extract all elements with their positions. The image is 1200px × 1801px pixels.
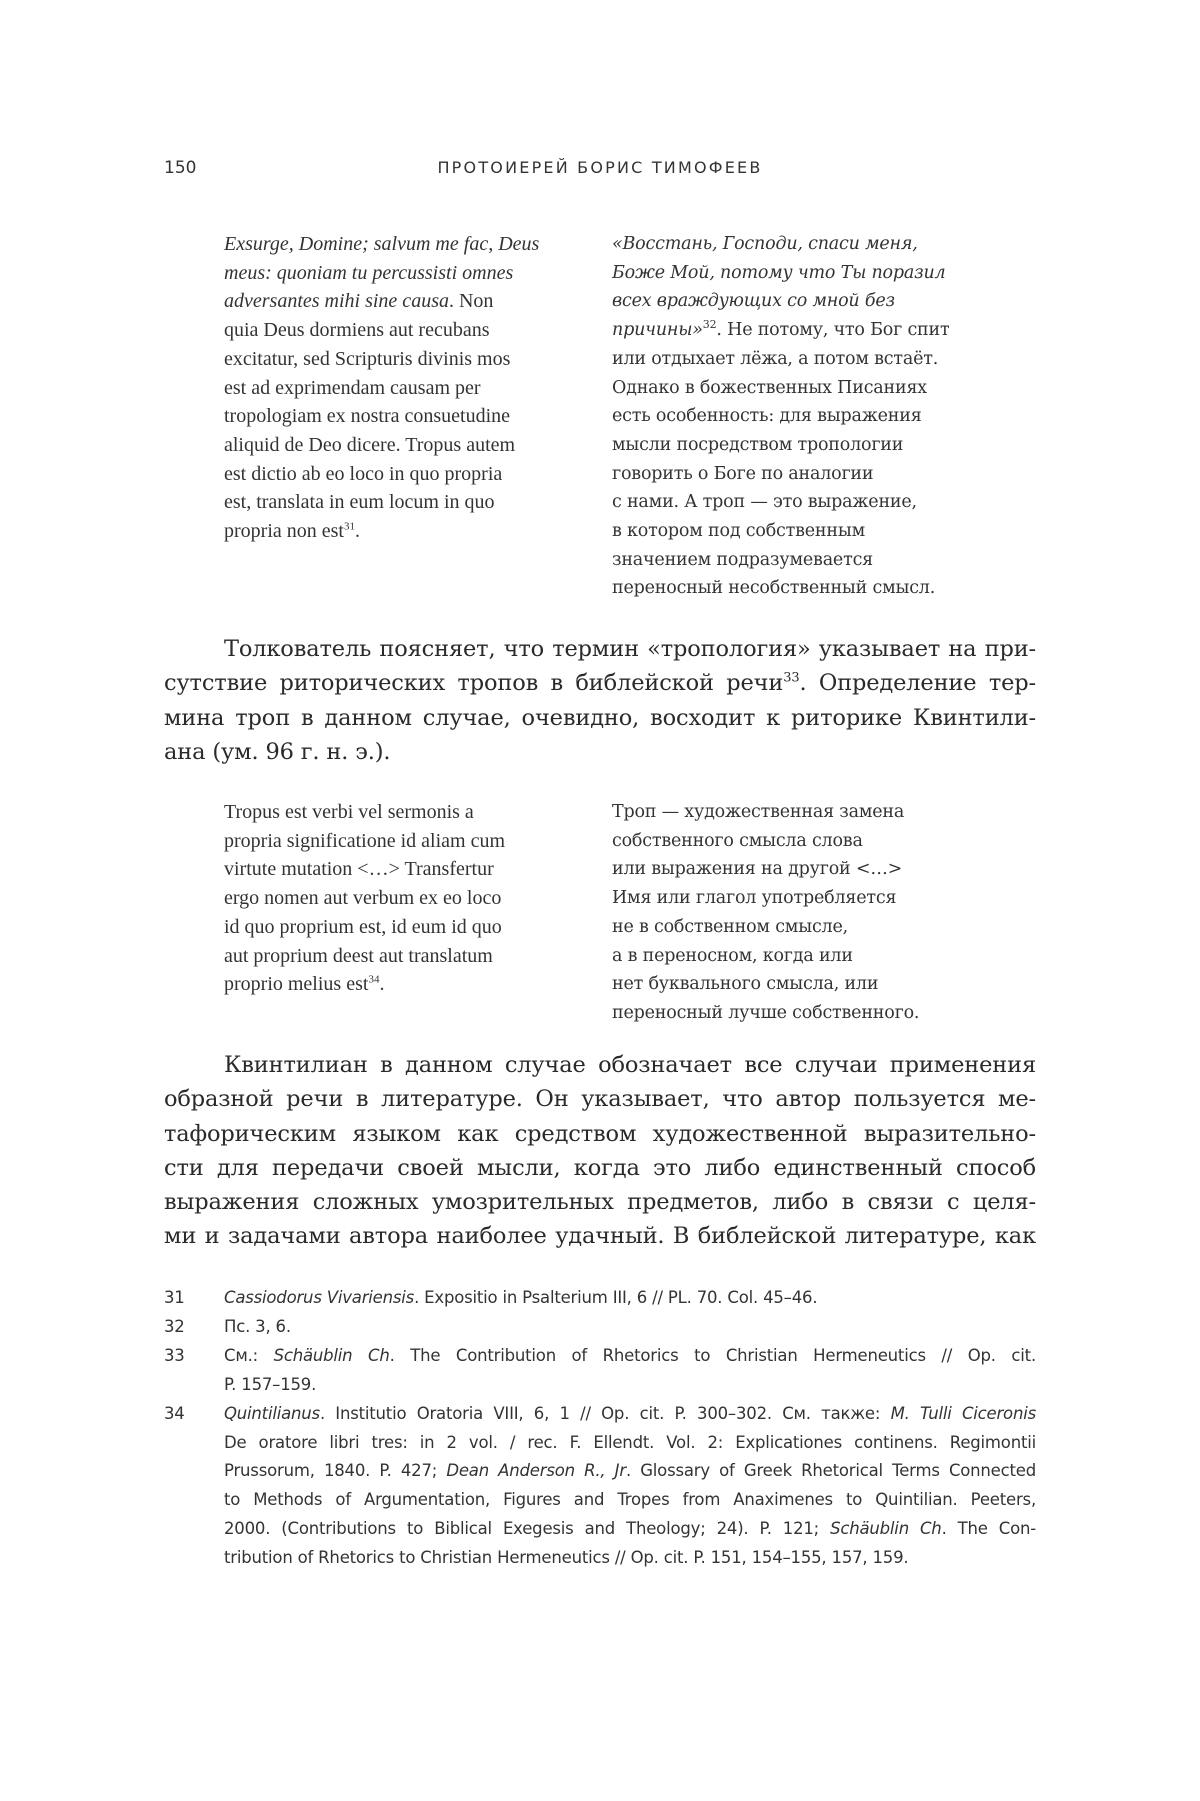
footnote-ref-33[interactable]: 33 (783, 670, 800, 686)
quote-line: meus: quoniam tu percussisti omnes (224, 261, 514, 284)
quote-line: или выражения на другой <…> (612, 859, 903, 880)
footnote-text: . Institutio Oratoria VIII, 6, 1 // Op. cit. P. 300–302. См. также: (319, 1403, 891, 1423)
quote-line: всех враждующих со мной без (612, 291, 895, 312)
quote-line: quia Deus dormiens aut recubans (224, 319, 490, 342)
quote-line: Однако в божественных Писаниях (612, 377, 927, 398)
footnote-34 (164, 1400, 1036, 1573)
footnote-31 (164, 1284, 1036, 1313)
quote-line (224, 287, 539, 316)
quote-line: tropologiam ex nostra consuetudine (224, 405, 511, 428)
quote-line: есть особенность: для выражения (612, 406, 922, 427)
quote-line: ergo nomen aut verbum ex eo loco (224, 887, 502, 910)
quote-line: говорить о Боге по аналогии (612, 463, 874, 484)
body-line: выражения сложных умозрительных предметов, либо в связи с целя- (164, 1189, 1036, 1216)
footnote-number: 31 (164, 1288, 185, 1307)
quote-line: propria significatione id aliam cum (224, 829, 506, 852)
body-line: Квинтилиан в данном случае обозначает все случаи применения (224, 1052, 1036, 1078)
quote-line: нет буквального смысла, или (612, 974, 879, 995)
body-text: сутствие риторических тропов в библейской речи (164, 670, 784, 697)
quote-line: собственного смысла слова (612, 830, 863, 851)
quote-text: . (379, 973, 385, 996)
footnote-text: 2000. (Contributions to Biblical Exegesis and Theology; 24). P. 121; (224, 1519, 831, 1539)
footnote-32 (164, 1313, 1036, 1342)
quote-line: est ad exprimendam causam per (224, 376, 481, 399)
body-line: Толкователь поясняет, что термин «тропология» указывает на при- (224, 636, 1036, 662)
quote-line: «Восстань, Господи, спаси меня, (612, 234, 918, 254)
quote-text: proprio melius est (224, 973, 369, 996)
quote-1-latin (224, 230, 539, 546)
footnote-line (224, 1342, 1036, 1371)
footnote-number: 33 (164, 1345, 185, 1365)
quote-italic: adversantes mihi sine causa (224, 290, 449, 313)
quote-line (224, 970, 505, 999)
quote-line: Exsurge, Domine; salvum me fac, Deus (224, 233, 540, 255)
body-line: сти для передачи своей мысли, когда это либо единственный способ (164, 1154, 1036, 1181)
footnote-author: M. Tulli Ciceronis (890, 1403, 1036, 1423)
page-header (164, 158, 1036, 188)
footnote-text: Prussorum, 1840. P. 427; (224, 1461, 447, 1481)
footnote-author: Schäublin Ch (830, 1519, 942, 1539)
footnote-33 (164, 1342, 1036, 1400)
footnote-line: Пс. 3, 6. (224, 1316, 291, 1336)
footnote-line (224, 1284, 1036, 1313)
quote-line: значением подразумевается (612, 549, 874, 570)
quote-1-russian (612, 230, 949, 603)
body-line: мина троп в данном случае, очевидно, восходит к риторике Квинтили- (164, 704, 1036, 731)
footnote-number: 34 (164, 1403, 185, 1423)
quote-line: Боже Мой, потому что Ты поразил (612, 262, 946, 283)
paragraph-1 (164, 632, 1036, 769)
footnote-author: Cassiodorus Vivariensis (224, 1288, 415, 1307)
footnote-text: . Expositio in Psalterium III, 6 // PL. 70. Col. 45–46. (414, 1288, 818, 1307)
body-line: ана (ум. 96 г. н. э.). (164, 738, 391, 765)
quote-line: Tropus est verbi vel sermonis a (224, 801, 474, 823)
quote-line: а в переносном, когда или (612, 945, 853, 966)
quote-line: переносный лучше собственного. (612, 1002, 920, 1023)
footnote-line (224, 1457, 1036, 1486)
quote-text: propria non est (224, 520, 344, 543)
footnote-author: Dean Anderson R., Jr (446, 1461, 626, 1481)
paragraph-2 (164, 1048, 1036, 1254)
footnote-author: Schäublin Ch (273, 1345, 390, 1365)
quote-line (612, 316, 949, 345)
footnote-line (224, 1400, 1036, 1429)
footnote-line (224, 1515, 1036, 1544)
quote-line: в котором под собственным (612, 521, 865, 542)
quote-line: мысли посредством тропологии (612, 434, 904, 455)
footnote-number: 32 (164, 1316, 185, 1336)
body-line: ми и задачами автора наиболее удачный. В библейской литературе, как (164, 1223, 1036, 1250)
quote-line: est dictio ab eo loco in quo propria (224, 462, 503, 485)
quote-line (224, 517, 539, 546)
footnote-text: См.: (224, 1345, 274, 1365)
page-number: 150 (164, 158, 197, 178)
footnote-author: Quintilianus (224, 1403, 320, 1423)
footnote-ref-32[interactable]: 32 (702, 318, 717, 332)
quote-text: . (354, 520, 360, 543)
quote-2-russian (612, 798, 919, 1028)
quote-line: не в собственном смысле, (612, 916, 848, 937)
quote-line: aut proprium deest aut translatum (224, 944, 493, 967)
footnote-text: . Glossary of Greek Rhetorical Terms Connected (625, 1461, 1036, 1481)
quote-line: Имя или глагол употребляется (612, 888, 897, 909)
body-line (164, 666, 1036, 700)
footnote-line: P. 157–159. (224, 1374, 317, 1394)
quote-italic: причины» (612, 320, 703, 341)
body-line: образной речи в литературе. Он указывает, что автор пользуется ме- (164, 1086, 1036, 1113)
quote-line: или отдыхает лёжа, а потом встаёт. (612, 348, 939, 369)
footnote-text: . The Con- (941, 1519, 1037, 1539)
quote-line: virtute mutation <…> Transfertur (224, 858, 494, 881)
quote-line: Троп — художественная замена (612, 802, 905, 822)
quote-text: . Non (448, 290, 494, 313)
footnote-text: . The Contribution of Rhetorics to Christian Hermeneutics // Op. cit. (389, 1345, 1036, 1365)
quote-2-latin (224, 798, 505, 999)
footnote-line: De oratore libri tres: in 2 vol. / rec. F. Ellendt. Vol. 2: Explicationes continens. Regimontii (224, 1432, 1036, 1452)
footnote-ref-34[interactable]: 34 (368, 973, 380, 986)
body-line: тафорическим языком как средством художественной выразительно- (164, 1120, 1036, 1147)
quote-line: с нами. А троп — это выражение, (612, 492, 917, 513)
quote-line: id quo proprium est, id eum id quo (224, 915, 502, 938)
footnote-line: to Methods of Argumentation, Figures and Tropes from Anaximenes to Quintilian. Peeters, (224, 1490, 1036, 1510)
body-text: . Определение тер- (799, 670, 1036, 697)
footnotes (164, 1284, 1036, 1573)
footnote-ref-31[interactable]: 31 (343, 520, 355, 533)
quote-text: . Не потому, что Бог спит (716, 320, 950, 341)
quote-line: aliquid de Deo dicere. Tropus autem (224, 433, 516, 456)
quote-line: est, translata in eum locum in quo (224, 491, 495, 514)
quote-line: excitatur, sed Scripturis divinis mos (224, 347, 511, 370)
footnote-line: tribution of Rhetorics to Christian Hermeneutics // Op. cit. P. 151, 154–155, 157, 159. (224, 1548, 909, 1568)
running-head: ПРОТОИЕРЕЙ БОРИС ТИМОФЕЕВ (437, 158, 763, 177)
quote-line: переносный несобственный смысл. (612, 578, 936, 599)
